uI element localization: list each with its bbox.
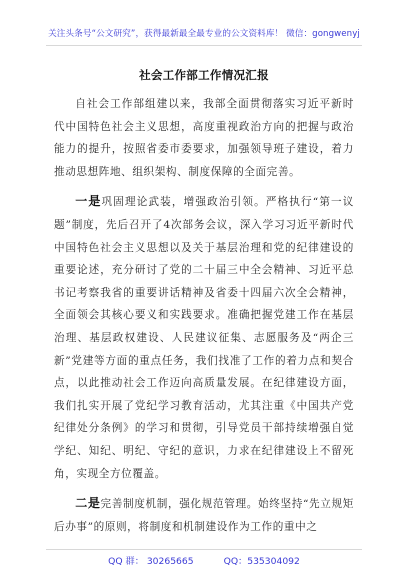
paragraph-intro: [54, 93, 354, 183]
document-body: [54, 93, 354, 545]
paragraph-lead: 一是: [75, 194, 102, 209]
footer-divider: [46, 549, 362, 550]
paragraph-lead: 二是: [75, 496, 101, 511]
document-title: 社会工作部工作情况汇报: [139, 68, 269, 82]
footer: [0, 553, 408, 567]
header-divider: [46, 45, 362, 46]
footer-qq-group: QQ 群： 30265665: [108, 556, 194, 567]
paragraph-text: 巩固理论武装，增强政治引领。严格执行“第一议题”制度，先后召开了4次部务会议，深入学习习近平新时代中国特色社会主义思想以及关于基层治理和党的纪律建设的重要论述，充分研讨了党的二十届三中全会精神、习近平总书记考察我省的重要讲话精神及省委十四届六次全会精神，全面领会其核心要义和实践要求。准确把握党建工作在基层治理、基层政权建设、人民建议征集、志愿服务及“两企三新”党建等方面的重点任务，我们找准了工作的着力点和契合点，以此推动社会工作迈向高质量发展。在纪律建设方面，我们扎实开展了党纪学习教育活动，尤其注重《中国共产党纪律处分条例》的学习和贯彻，引导党员干部持续增强自觉学纪、知纪、明纪、守纪的意识，力求在纪律建设上不留死角，实现全方位覆盖。: [54, 196, 354, 480]
paragraph-text: 自社会工作部组建以来，我部全面贯彻落实习近平新时代中国特色社会主义思想，高度重视政治方向的把握与政治能力的提升，按照省委市委要求，加强领导班子建设，着力推动思想阵地、组织架构、制度保障的全面完善。: [54, 98, 354, 178]
header-note: 关注头条号“公文研究”，获得最新最全最专业的公文资料库！ 微信：gongwenyj: [48, 29, 360, 39]
footer-qq: QQ：535304092: [223, 556, 300, 567]
paragraph-point-2: [54, 492, 354, 538]
paragraph-point-1: [54, 190, 354, 485]
paragraph-text: 完善制度机制，强化规范管理。始终坚持“先立规矩后办事”的原则，将制度和机制建设作为工作的重中之: [54, 498, 354, 533]
